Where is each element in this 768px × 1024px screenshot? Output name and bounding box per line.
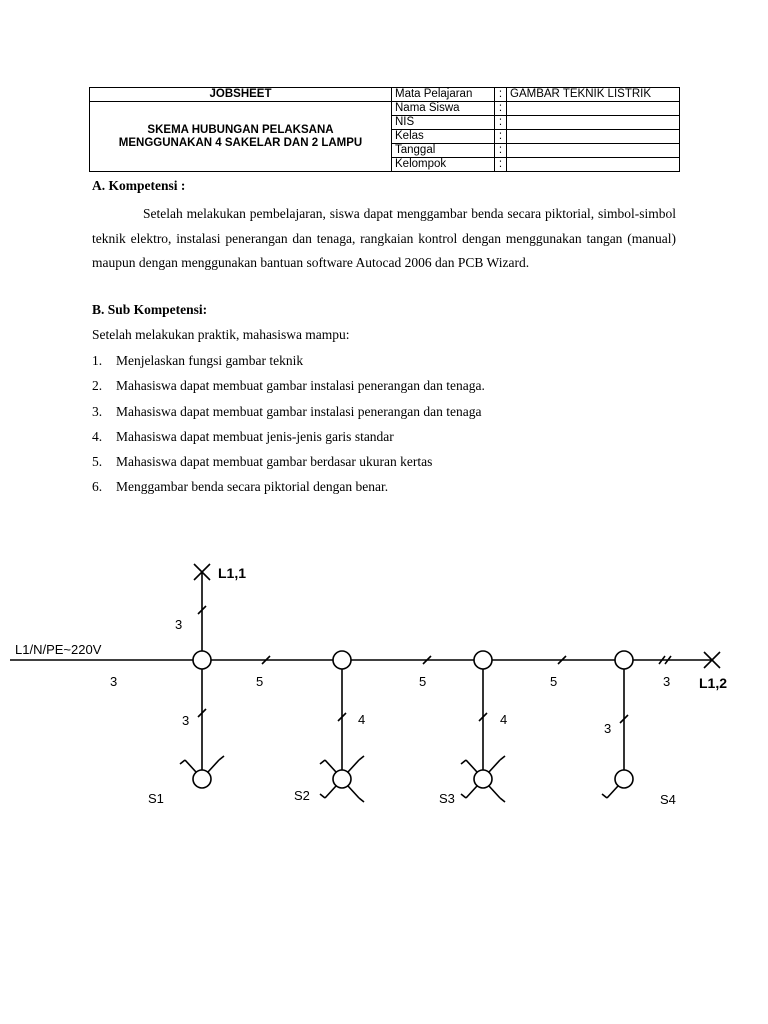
section-a-heading: A. Kompetensi : [92, 178, 186, 193]
list-text: Menjelaskan fungsi gambar teknik [116, 353, 304, 368]
list-number: 2. [92, 378, 103, 394]
wire-count: 3 [175, 617, 183, 632]
wire-count: 3 [110, 674, 118, 689]
jobsheet-subtitle [90, 102, 392, 172]
switch-label: S2 [294, 788, 310, 803]
switch-label: S1 [148, 791, 164, 806]
sub-competency-intro: Setelah melakukan praktik, mahasiswa mampu: [92, 327, 350, 342]
list-number: 6. [92, 479, 103, 495]
list-item [92, 376, 676, 401]
wire-count: 3 [604, 721, 612, 736]
junction-box [615, 651, 633, 669]
wiring-diagram [0, 540, 768, 830]
field-label: Kelompok [392, 158, 495, 172]
section-b-heading: B. Sub Kompetensi: [92, 302, 208, 317]
list-item [92, 452, 676, 477]
field-colon: : [495, 130, 507, 144]
field-value[interactable] [507, 102, 680, 116]
wire-count: 4 [500, 712, 508, 727]
sub-competency-list [92, 351, 676, 503]
wire-count: 5 [419, 674, 427, 689]
list-number: 5. [92, 454, 103, 470]
list-item [92, 402, 676, 427]
field-label: Nama Siswa [392, 102, 495, 116]
switch-label: S3 [439, 791, 455, 806]
switch-s4 [602, 770, 633, 798]
field-value: GAMBAR TEKNIK LISTRIK [507, 88, 680, 102]
list-text: Mahasiswa dapat membuat jenis-jenis garis standar [116, 428, 394, 444]
lamp1-label: L1,1 [218, 565, 247, 581]
wire-count: 4 [358, 712, 366, 727]
competency-paragraph: Setelah melakukan pembelajaran, siswa dapat menggambar benda secara piktorial, simbol-simbol teknik elektro, instalasi penerangan dan tenaga, rangkaian kontrol dengan menggunakan tangan (manual) maupun dengan menggunakan bantuan software Autocad 2006 dan PCB Wizard. [92, 206, 676, 270]
subtitle-line: SKEMA HUBUNGAN PELAKSANA [147, 123, 334, 136]
wire-count: 3 [663, 674, 671, 689]
lamp2-label: L1,2 [699, 675, 728, 691]
field-colon: : [495, 158, 507, 172]
list-item [92, 351, 676, 376]
jobsheet-header-table [89, 87, 680, 172]
wire-count: 5 [256, 674, 264, 689]
field-colon: : [495, 88, 507, 102]
field-label: NIS [392, 116, 495, 130]
wire-count: 3 [182, 713, 190, 728]
switch-label: S4 [660, 792, 676, 807]
field-value[interactable] [507, 144, 680, 158]
list-item [92, 427, 676, 452]
field-label: Mata Pelajaran [392, 88, 495, 102]
field-value[interactable] [507, 130, 680, 144]
field-label: Kelas [392, 130, 495, 144]
list-text: Mahasiswa dapat membuat gambar instalasi penerangan dan tenaga. [116, 378, 485, 394]
list-number: 1. [92, 353, 103, 368]
field-label: Tanggal [392, 144, 495, 158]
wire-count: 5 [550, 674, 558, 689]
field-colon: : [495, 144, 507, 158]
list-number: 3. [92, 403, 103, 419]
jobsheet-title: JOBSHEET [90, 88, 392, 102]
field-value[interactable] [507, 116, 680, 130]
list-text: Mahasiswa dapat membuat gambar instalasi penerangan dan tenaga [116, 403, 482, 419]
supply-label: L1/N/PE~220V [15, 642, 102, 657]
subtitle-line: MENGGUNAKAN 4 SAKELAR DAN 2 LAMPU [118, 136, 363, 149]
list-text: Mahasiswa dapat membuat gambar berdasar ukuran kertas [116, 454, 433, 470]
junction-box [474, 651, 492, 669]
header-row [90, 102, 680, 116]
field-colon: : [495, 102, 507, 116]
list-number: 4. [92, 428, 103, 444]
field-colon: : [495, 116, 507, 130]
field-value[interactable] [507, 158, 680, 172]
list-item [92, 477, 676, 502]
list-text: Menggambar benda secara piktorial dengan benar. [116, 479, 389, 495]
junction-box [193, 651, 211, 669]
header-row [90, 88, 680, 102]
junction-box [333, 651, 351, 669]
